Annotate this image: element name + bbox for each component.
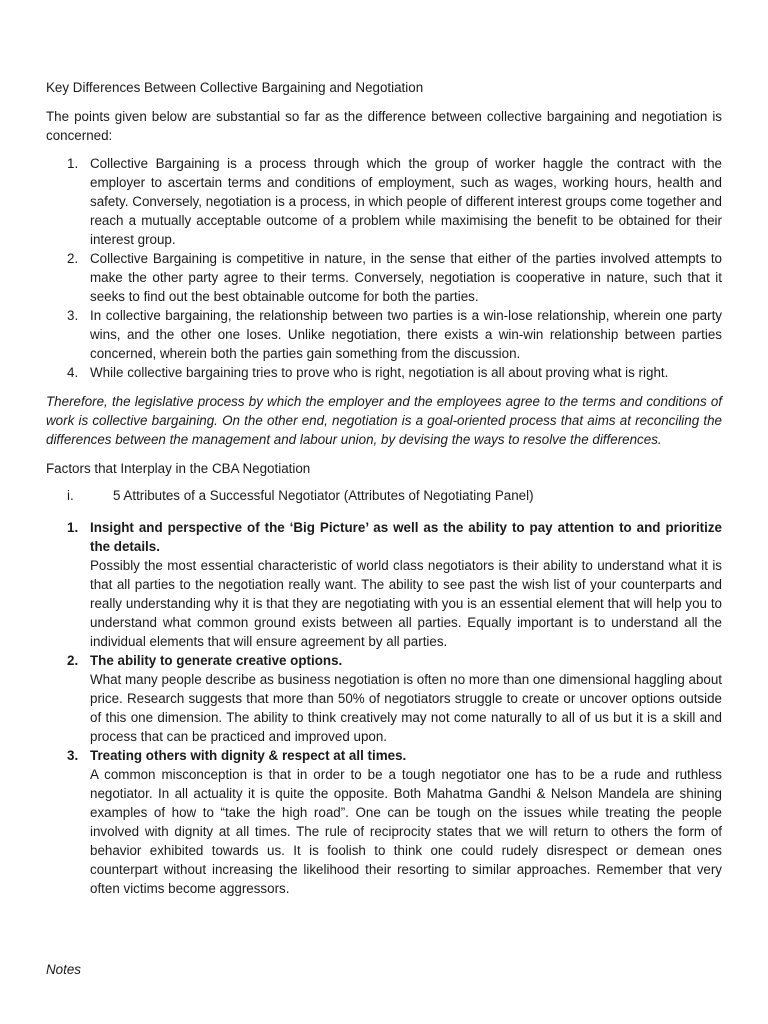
- attribute-item: [46, 651, 722, 746]
- list-item: [46, 154, 722, 249]
- attribute-number: 1.: [67, 520, 79, 535]
- roman-list-item: [46, 486, 722, 505]
- attribute-body: A common misconception is that in order to be a tough negotiator one has to be a rude and ruthless negotiator. In all actuality it is quite the opposite. Both Mahatma Gandhi & Nelson Mandela are shining examples of how to “take the high road”. One can be tough on the issues while treating the people involved with dignity at all times. The rule of reciprocity states that we will return to others the form of behavior exhibited towards us. It is foolish to think one could rudely disrespect or demean ones counterpart without increasing the likelihood their resorting to similar approaches. Remember that very often victims become aggressors.: [90, 767, 722, 896]
- attribute-heading: The ability to generate creative options.: [90, 653, 343, 668]
- list-item: [46, 306, 722, 363]
- list-item: [46, 363, 722, 382]
- attribute-number: 2.: [67, 653, 79, 668]
- list-text: Collective Bargaining is competitive in nature, in the sense that either of the parties involved attempts to make the other party agree to their terms. Conversely, negotiation is cooperative in nature, such that it seeks to find out the best obtainable outcome for both the parties.: [90, 251, 722, 304]
- attribute-body: Possibly the most essential characteristic of world class negotiators is their ability to understand what it is that all parties to the negotiation really want. The ability to see past the wish list of your counterparts and really understanding why it is that they are negotiating with you is an essential element that will help you to understand what common ground exists between all parties. Equally important is to understand all the individual elements that will ensure agreement by all parties.: [90, 558, 722, 649]
- list-text: In collective bargaining, the relationship between two parties is a win-lose relationship, wherein one party wins, and the other one loses. Unlike negotiation, there exists a win-win relationship between parties concerned, wherein both the parties gain something from the discussion.: [90, 308, 722, 361]
- list-number: 3.: [67, 308, 79, 323]
- attribute-body: What many people describe as business negotiation is often no more than one dimensional haggling about price. Research suggests that more than 50% of negotiators struggle to create or uncover options outside of this one dimension. The ability to think creatively may not come naturally to all of us but it is a skill and process that can be practiced and improved upon.: [90, 672, 723, 744]
- document-title: Key Differences Between Collective Bargaining and Negotiation: [46, 80, 424, 95]
- list-number: 1.: [67, 156, 79, 171]
- notes-label: Notes: [46, 962, 81, 977]
- attribute-item: [46, 518, 722, 651]
- factors-heading: Factors that Interplay in the CBA Negotiation: [46, 461, 311, 476]
- attributes-list: [46, 518, 722, 898]
- roman-number: i.: [67, 488, 74, 503]
- conclusion-paragraph: Therefore, the legislative process by which the employer and the employees agree to the terms and conditions of work is collective bargaining. On the other end, negotiation is a goal-oriented process that aims at reconciling the differences between the management and labour union, by devising the ways to resolve the differences.: [46, 394, 722, 447]
- list-number: 4.: [67, 365, 79, 380]
- intro-paragraph: The points given below are substantial so far as the difference between collective bargaining and negotiation is concerned:: [46, 109, 722, 143]
- attribute-item: [46, 746, 722, 898]
- differences-list: [46, 154, 722, 382]
- attribute-heading: Treating others with dignity & respect at all times.: [90, 748, 407, 763]
- list-text: While collective bargaining tries to prove who is right, negotiation is all about proving what is right.: [90, 365, 669, 380]
- list-text: Collective Bargaining is a process through which the group of worker haggle the contract with the employer to ascertain terms and conditions of employment, such as wages, working hours, health and safety. Conversely, negotiation is a process, in which people of different interest groups come together and reach a mutually acceptable outcome of a problem while maximising the benefit to be obtained for their interest group.: [90, 156, 722, 247]
- list-item: [46, 249, 722, 306]
- attribute-number: 3.: [67, 748, 79, 763]
- list-number: 2.: [67, 251, 79, 266]
- attribute-heading: Insight and perspective of the ‘Big Picture’ as well as the ability to pay attention to and prioritize the details.: [90, 520, 722, 554]
- roman-text: 5 Attributes of a Successful Negotiator (Attributes of Negotiating Panel): [113, 488, 534, 503]
